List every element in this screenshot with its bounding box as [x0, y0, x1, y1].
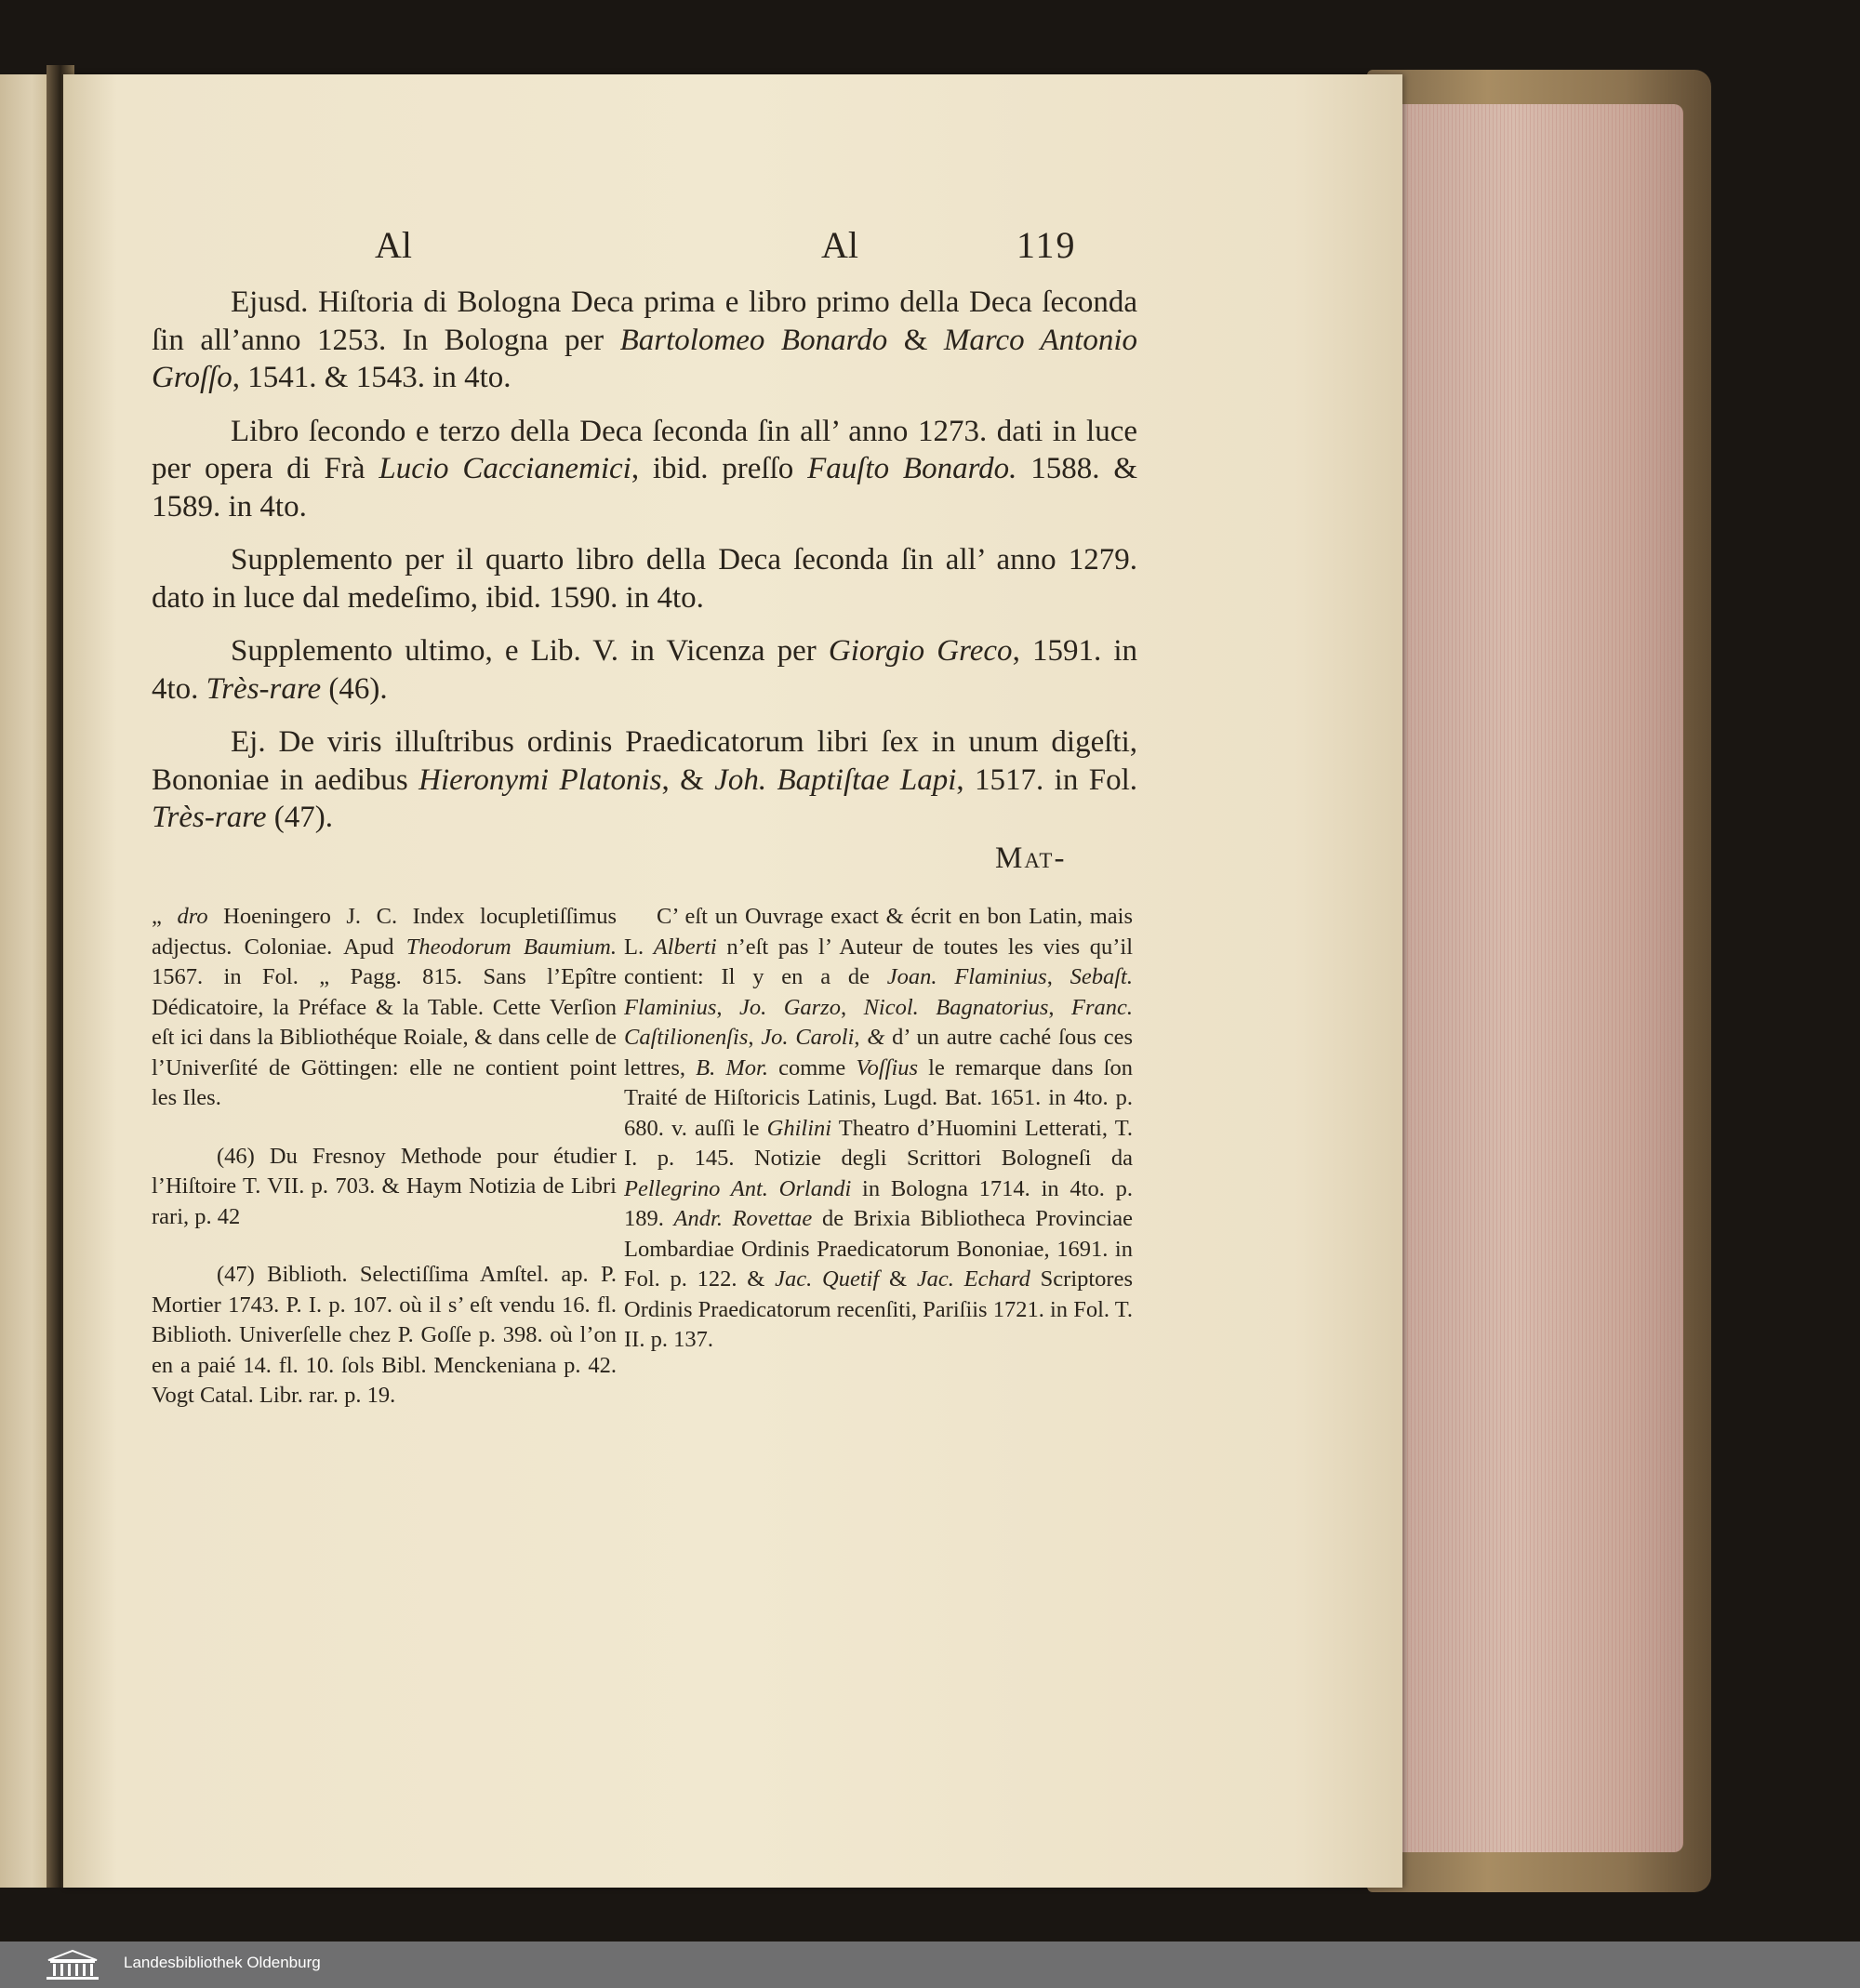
italic-text-run: Lucio Caccianemici [379, 452, 631, 485]
text-run: Scriptores Ordinis Praedicatorum recenſiti, Pariſiis 1721. in Fol. T. II. p. 137. [624, 1266, 1133, 1352]
library-footer-bar [0, 1942, 1860, 1988]
main-paragraph [152, 723, 1137, 837]
text-run: (46) Du Fresnoy Methode pour étudier l’Hiſtoire T. VII. p. 703. & Haym Notizia de Libri rari, p. 42 [152, 1143, 617, 1229]
italic-text-run: Franc. Caſtilionenſis [624, 994, 1134, 1050]
italic-text-run: Hieronymi Platonis [418, 762, 662, 797]
page-block-edges [1400, 104, 1683, 1852]
text-run: (47) Biblioth. Selectiſſima Amſtel. ap. P. Mortier 1743. P. I. p. 107. où il s’ eſt vendu 16. fl. Biblioth. Univerſelle chez P. Goſſe p. 398. où l’on en a paié 14. fl. 10. ſols Bibl. Menckeniana p. 42. Vogt Catal. Libr. rar. p. 19. [152, 1262, 617, 1408]
text-run: 1567. in Fol. „ Pagg. 815. Sans l’Epître Dédicatoire, la Préface & la Table. Cette Verſion eſt ici dans la Bibliothéque Roiale, & dans celle de l’Univerſité de Göttingen: elle ne contient point les Iles. [152, 964, 617, 1110]
italic-text-run: Jac. Quetif [775, 1266, 880, 1292]
text-run: , [748, 1025, 762, 1050]
text-run: Libro ſecondo e terzo della Deca ſeconda ſin all’ anno 1273. dati in luce per opera di Frà [152, 414, 1137, 485]
text-run: n’eſt pas l’ Auteur de toutes les vies qu’il contient: Il y en a de [624, 934, 1134, 989]
text-run: Hoeningero J. C. Index locupletiſſimus adjectus. Coloniae. Apud [152, 904, 617, 960]
italic-text-run: Bartolomeo Bonardo [619, 323, 888, 357]
italic-text-run: Pellegrino Ant. Orlandi [624, 1175, 852, 1201]
library-name: Landesbibliothek Oldenburg [124, 1954, 321, 1971]
text-run: & [887, 323, 944, 357]
text-run: de Brixia Bibliotheca Provinciae Lombardiae Ordinis Praedicatorum Bononiae, 1691. in Fol. p. 122. & [624, 1206, 1133, 1292]
footnotes-left-column [152, 902, 617, 1439]
footnote-paragraph [152, 1260, 617, 1411]
text-run: , 1541. & 1543. in 4to. [232, 361, 512, 394]
text-run: , [1048, 994, 1072, 1020]
page-number: 119 [1016, 224, 1077, 266]
main-paragraph [152, 413, 1137, 526]
text-run: comme [767, 1054, 857, 1080]
footnote-paragraph [624, 902, 1133, 1356]
text-run: (46). [321, 671, 388, 706]
catchword: Mat- [995, 842, 1067, 875]
italic-text-run: Très-rare [206, 671, 322, 706]
text-run: Ejusd. Hiſtoria di Bologna Deca prima e libro primo della Deca ſeconda ſin all’anno 1253. In Bologna per [152, 285, 1137, 357]
text-run: , [1046, 964, 1070, 989]
text-run: , [716, 994, 739, 1020]
text-run: d’ un autre caché ſous ces lettres, [624, 1025, 1133, 1080]
italic-text-run: Alberti [653, 934, 717, 960]
italic-text-run: Très-rare [152, 801, 267, 834]
italic-text-run: Voſſius [856, 1054, 919, 1080]
text-run: , 1517. in Fol. [956, 762, 1137, 797]
main-text-block [152, 284, 1137, 853]
text-run: (47). [266, 801, 333, 834]
italic-text-run: Nicol. Bagnatorius [863, 994, 1049, 1020]
italic-text-run: Andr. Rovettae [673, 1206, 813, 1231]
text-run: C’ eſt un Ouvrage exact & écrit en bon Latin, mais L. [624, 904, 1133, 960]
book-page [63, 74, 1402, 1888]
footnote-paragraph [152, 1142, 617, 1233]
text-run: , & [661, 762, 715, 797]
italic-text-run: Joh. Baptiſtae Lapi [714, 762, 957, 797]
main-paragraph [152, 541, 1137, 616]
italic-text-run: dro [177, 904, 208, 929]
italic-text-run: Marco Antonio Groſſo [152, 323, 1138, 394]
italic-text-run: Jac. Echard [916, 1266, 1030, 1292]
text-run: „ [152, 904, 178, 929]
text-run: Theatro d’Huomini Letterati, T. I. p. 145. Notizie degli Scrittori Bologneſi da [624, 1115, 1133, 1171]
text-run: , 1591. in 4to. [152, 634, 1137, 706]
main-paragraph [152, 632, 1137, 708]
text-run: 1588. & 1589. in 4to. [152, 452, 1138, 524]
italic-text-run: Theodorum Baumium. [405, 934, 617, 960]
italic-text-run: Joan. Flaminius [886, 964, 1047, 989]
italic-text-run: & [867, 1025, 885, 1050]
footnotes-right-column [624, 902, 1133, 1384]
italic-text-run: Giorgio Greco [828, 634, 1013, 668]
text-run: , [840, 994, 864, 1020]
running-head-left: Al [375, 224, 412, 266]
italic-text-run: Sebaſt. Flaminius [624, 964, 1133, 1020]
text-run: Ej. De viris illuſtribus ordinis Praedicatorum libri ſex in unum digeſti, Bononiae in aedibus [152, 725, 1137, 797]
text-run: Supplemento ultimo, e Lib. V. in Vicenza per [231, 634, 829, 668]
italic-text-run: B. Mor. [696, 1054, 768, 1080]
main-paragraph [152, 284, 1137, 397]
italic-text-run: Jo. Caroli [761, 1025, 855, 1050]
library-building-icon [45, 1949, 100, 1981]
running-head-center: Al [821, 224, 858, 266]
text-run: in Bologna 1714. in 4to. p. 189. [624, 1175, 1134, 1231]
text-run: Supplemento per il quarto libro della Deca ſeconda ſin all’ anno 1279. dato in luce dal medeſimo, ibid. 1590. in 4to. [152, 543, 1137, 615]
footnote-paragraph [152, 902, 617, 1114]
text-run: , [854, 1025, 868, 1050]
italic-text-run: Fauſto Bonardo. [807, 452, 1017, 485]
text-run: & [879, 1266, 917, 1292]
italic-text-run: Jo. Garzo [738, 994, 841, 1020]
text-run: , ibid. preſſo [631, 452, 808, 485]
text-run: le remarque dans ſon Traité de Hiſtoricis Latinis, Lugd. Bat. 1651. in 4to. p. 680. v. auſſi le [624, 1054, 1133, 1141]
italic-text-run: Ghilini [766, 1115, 832, 1141]
